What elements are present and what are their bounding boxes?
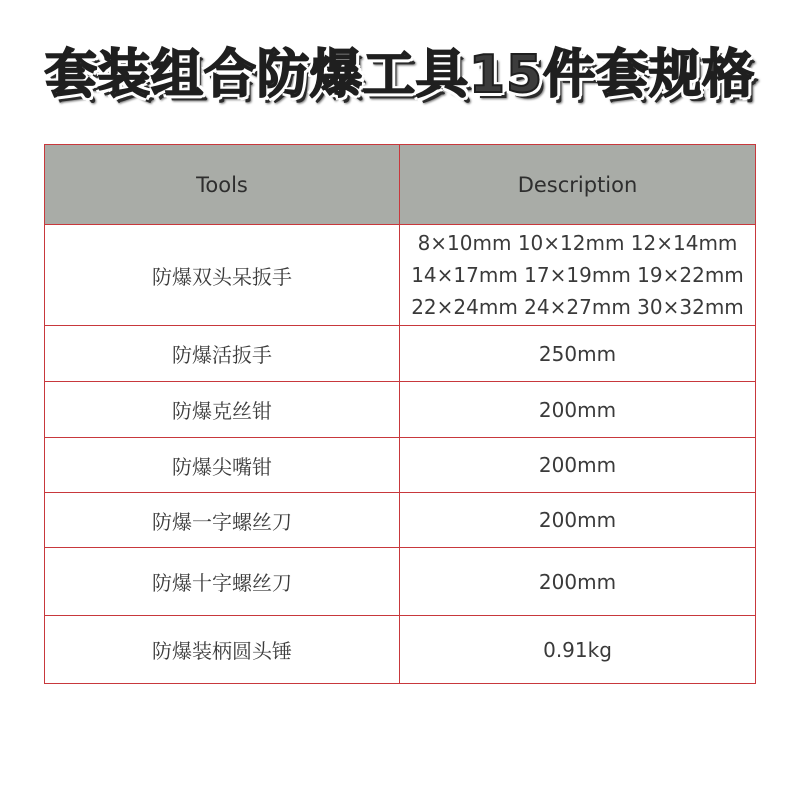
tool-name-cell: 防爆十字螺丝刀 (45, 548, 400, 616)
tool-name-cell: 防爆双头呆扳手 (45, 225, 400, 326)
tool-name-cell: 防爆克丝钳 (45, 382, 400, 438)
tool-name-cell: 防爆装柄圆头锤 (45, 616, 400, 684)
description-cell: 200mm (400, 493, 756, 548)
table-row (45, 548, 756, 616)
table-row (45, 438, 756, 493)
description-cell (400, 225, 756, 326)
page-title: 套装组合防爆工具15件套规格 (44, 45, 756, 105)
tool-name-cell: 防爆活扳手 (45, 326, 400, 382)
description-line: 8×10mm 10×12mm 12×14mm (417, 231, 738, 255)
table-row (45, 326, 756, 382)
description-cell: 0.91kg (400, 616, 756, 684)
description-cell: 200mm (400, 548, 756, 616)
description-line: 22×24mm 24×27mm 30×32mm (411, 295, 744, 319)
table-row (45, 225, 756, 326)
tool-name-cell: 防爆一字螺丝刀 (45, 493, 400, 548)
description-cell: 200mm (400, 382, 756, 438)
description-line: 14×17mm 17×19mm 19×22mm (411, 263, 744, 287)
column-header-tools: Tools (45, 145, 400, 225)
column-header-description: Description (400, 145, 756, 225)
description-cell: 250mm (400, 326, 756, 382)
tool-name-cell: 防爆尖嘴钳 (45, 438, 400, 493)
table-header-row (45, 145, 756, 225)
table-row (45, 493, 756, 548)
description-cell: 200mm (400, 438, 756, 493)
spec-table (44, 144, 756, 684)
table-row (45, 382, 756, 438)
table-row (45, 616, 756, 684)
